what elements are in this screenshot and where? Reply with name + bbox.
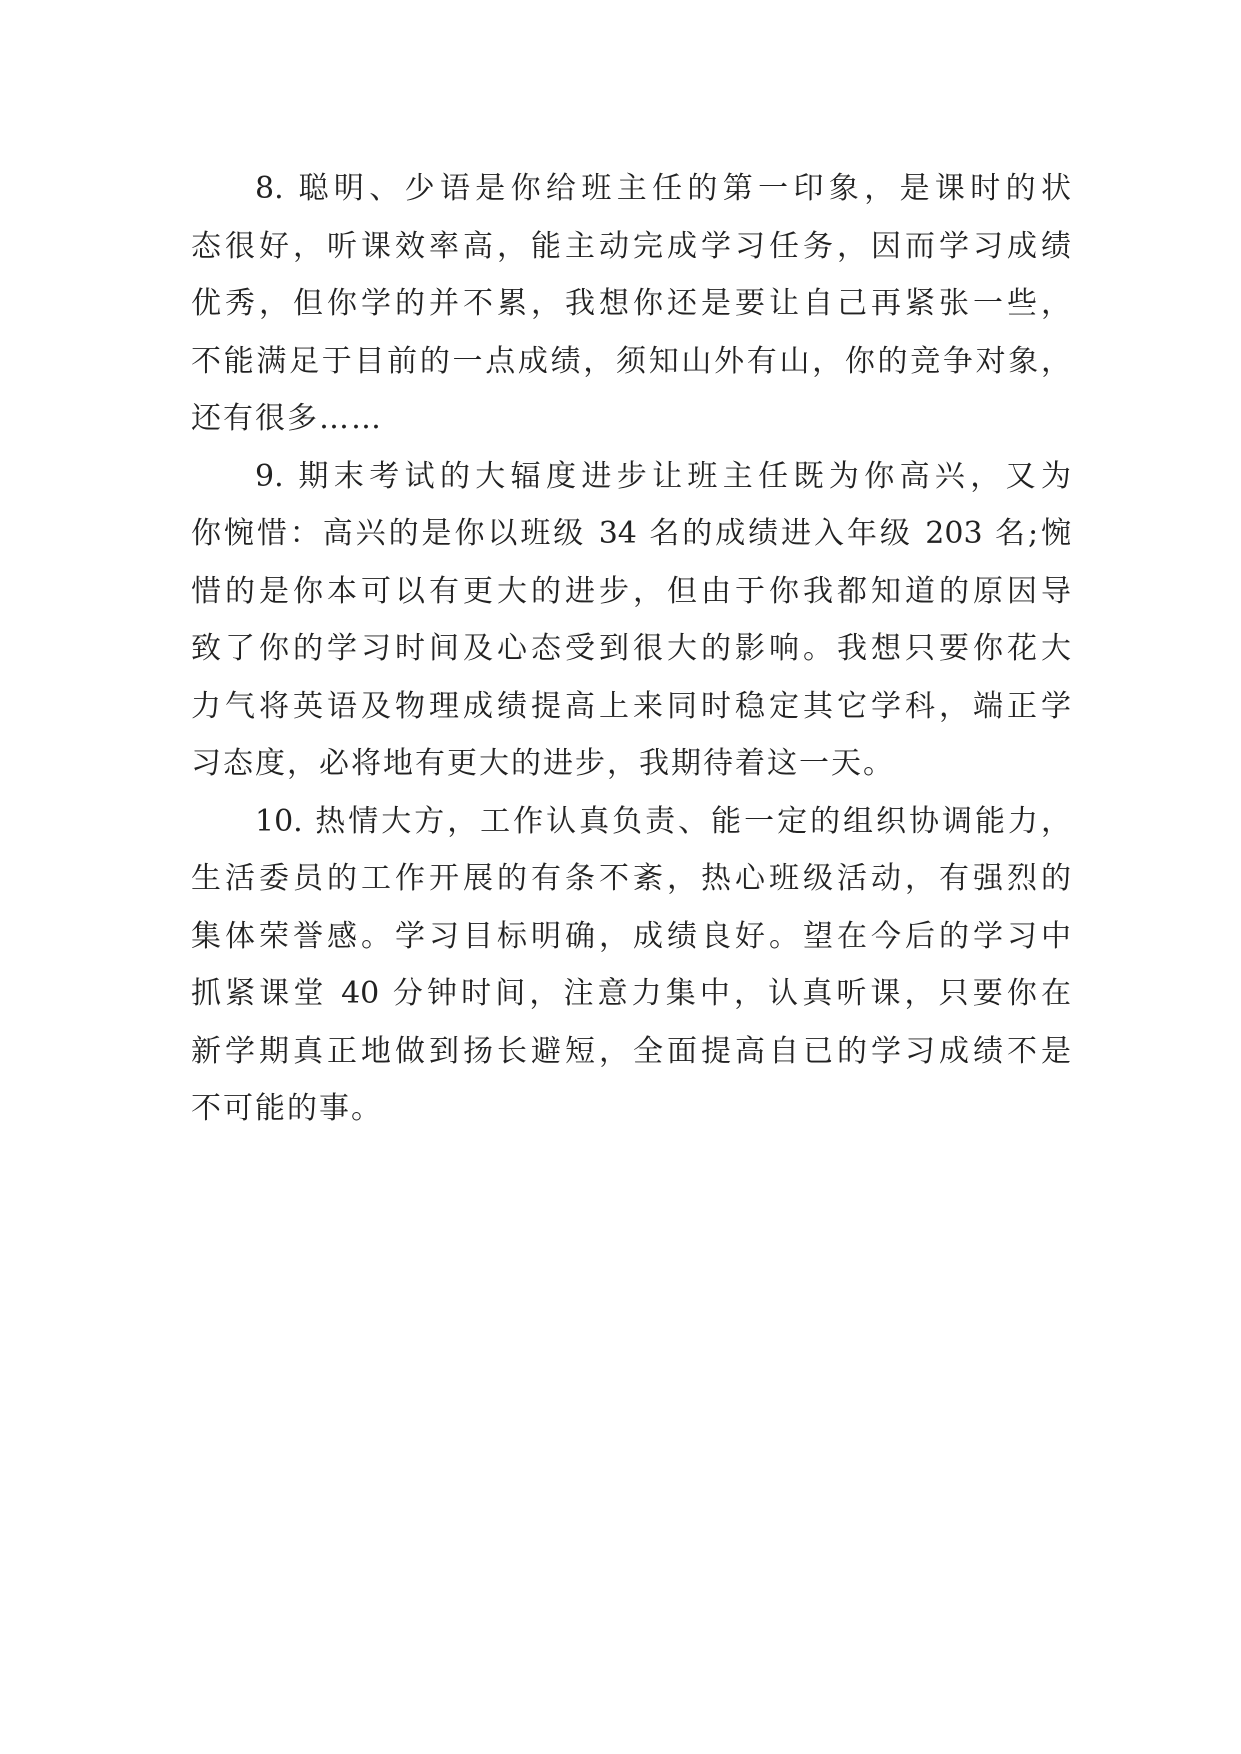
- paragraph-9-line-3: 惜的是你本可以有更大的进步，但由于你我都知道的原因导: [191, 573, 1071, 609]
- paragraph-8-line-5: 还有很多……: [191, 401, 383, 436]
- paragraph-9-line-1: 9. 期末考试的大辐度进步让班主任既为你高兴，又为: [255, 458, 1071, 494]
- paragraph-8-line-2: 态很好，听课效率高，能主动完成学习任务，因而学习成绩: [191, 228, 1071, 264]
- paragraph-9-line-2: 你惋惜：高兴的是你以班级 34 名的成绩进入年级 203 名;惋: [191, 516, 1071, 551]
- paragraph-9-line-6: 习态度，必将地有更大的进步，我期待着这一天。: [191, 746, 895, 781]
- paragraph-10-line-5: 新学期真正地做到扬长避短，全面提高自已的学习成绩不是: [191, 1033, 1071, 1069]
- paragraph-10-line-2: 生活委员的工作开展的有条不紊，热心班级活动，有强烈的: [191, 861, 1071, 896]
- paragraph-9-line-4: 致了你的学习时间及心态受到很大的影响。我想只要你花大: [191, 631, 1071, 666]
- paragraph-8-line-1: 8. 聪明、少语是你给班主任的第一印象，是课时的状: [255, 171, 1071, 206]
- paragraph-8-line-4: 不能满足于目前的一点成绩，须知山外有山，你的竞争对象，: [191, 343, 1071, 379]
- paragraph-10-line-6: 不可能的事。: [191, 1091, 383, 1126]
- document-body: [191, 160, 1071, 1138]
- paragraph-10-line-1: 10. 热情大方，工作认真负责、能一定的组织协调能力，: [255, 803, 1071, 839]
- paragraph-10-line-4: 抓紧课堂 40 分钟时间，注意力集中，认真听课，只要你在: [191, 976, 1071, 1011]
- paragraph-10-line-3: 集体荣誉感。学习目标明确，成绩良好。望在今后的学习中: [191, 918, 1071, 954]
- paragraph-8-line-3: 优秀，但你学的并不累，我想你还是要让自己再紧张一些，: [191, 286, 1071, 321]
- paragraph-9-line-5: 力气将英语及物理成绩提高上来同时稳定其它学科，端正学: [191, 688, 1071, 724]
